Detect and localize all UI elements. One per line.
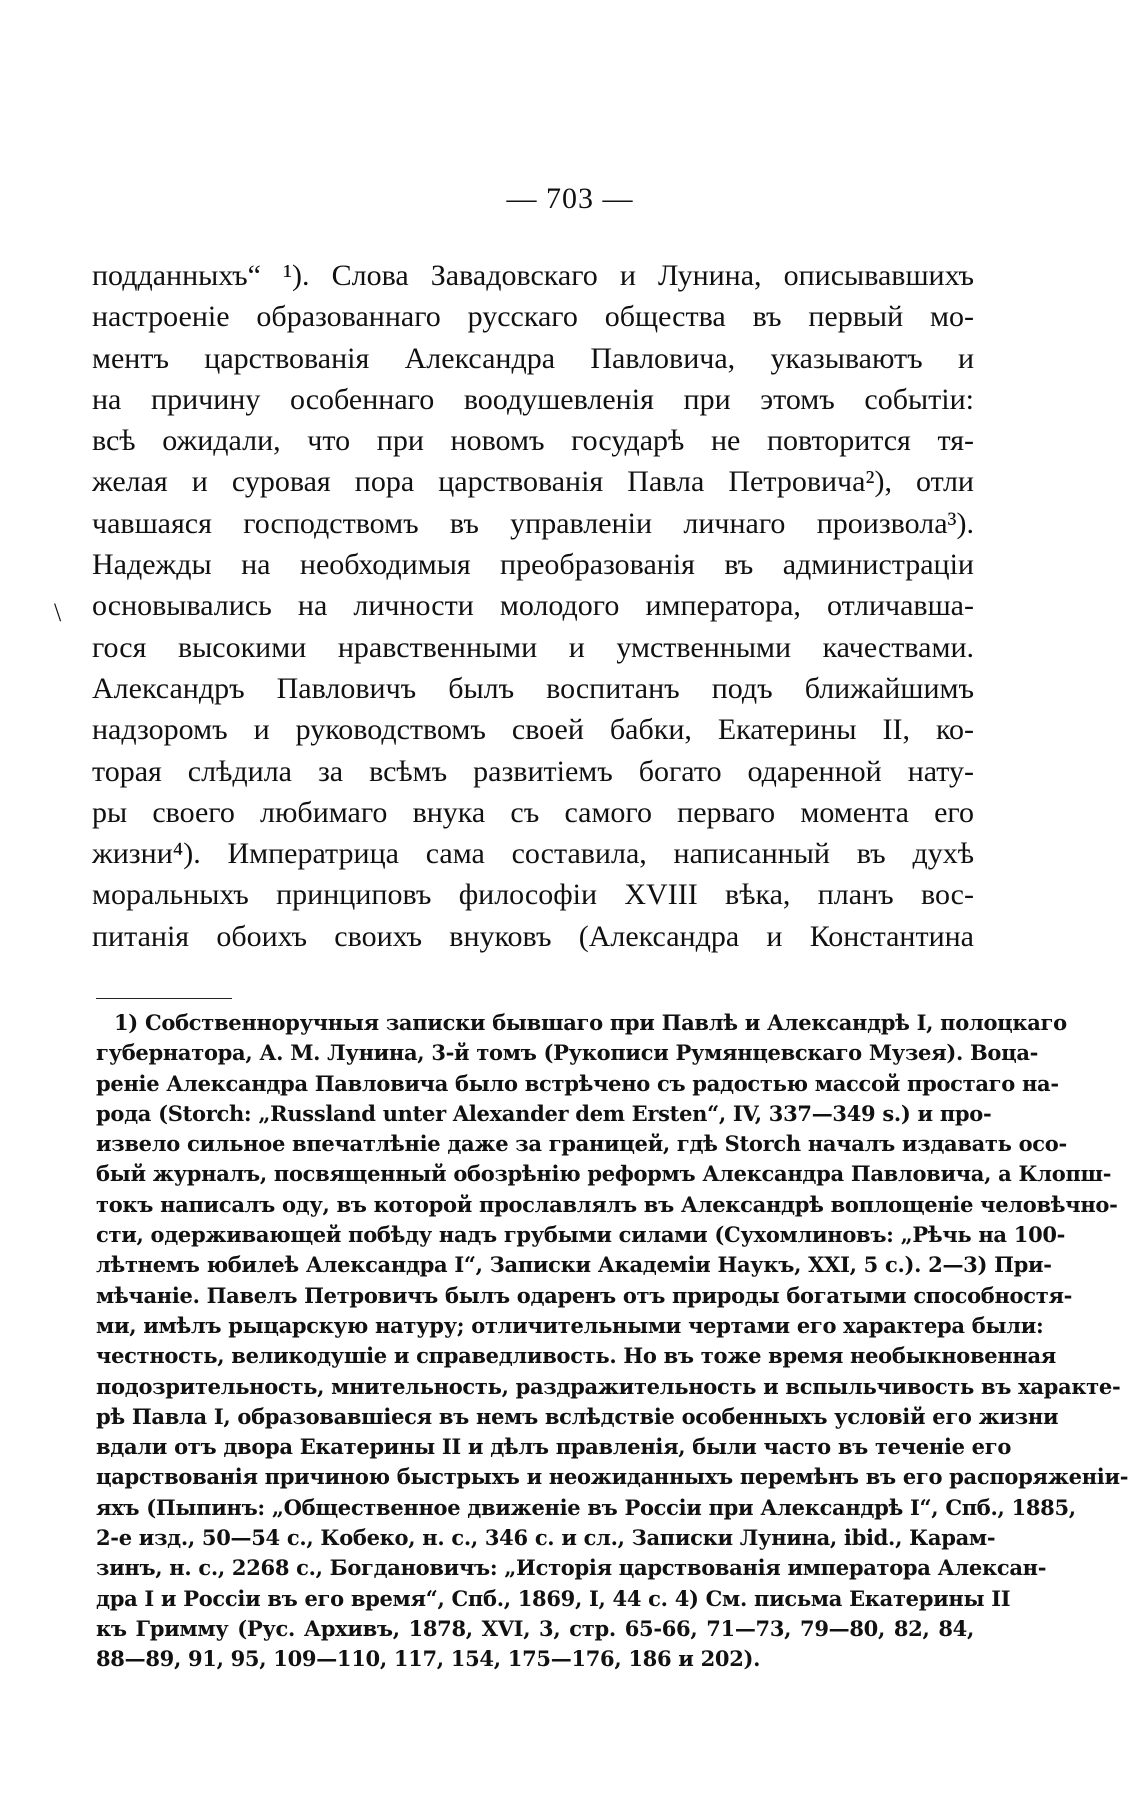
text-line: питанія обоихъ своихъ внуковъ (Александра и Константина [92, 919, 974, 953]
footnote-line: 88—89, 91, 95, 109—110, 117, 154, 175—176, 186 и 202). [96, 1646, 761, 1672]
main-text [92, 255, 974, 957]
text-line: желая и суровая пора царствованія Павла Петровича²), отли [92, 465, 974, 499]
text-line: Надежды на необходимыя преобразованія въ администраціи [92, 548, 974, 582]
text-line: на причину особеннаго воодушевленія при этомъ событіи: [92, 382, 974, 416]
footnote-line: 2-е изд., 50—54 с., Кобеко, н. с., 346 с. и сл., Записки Лунина, ibid., Карам- [96, 1525, 996, 1551]
footnote-line: лѣтнемъ юбилеѣ Александра I“, Записки Академіи Наукъ, XXI, 5 с.). 2—3) При- [96, 1252, 1052, 1278]
footnote-line: рода (Storch: „Russland unter Alexander dem Ersten“, IV, 337—349 s.) и про- [96, 1100, 992, 1126]
footnote-line: яхъ (Пыпинъ: „Общественное движеніе въ Россіи при Александрѣ I“, Спб., 1885, [96, 1494, 1076, 1520]
footnote-line: вдали отъ двора Екатерины II и дѣлъ правленія, были часто въ теченіе его [96, 1434, 1012, 1460]
footnote-line: рѣ Павла I, образовавшіеся въ немъ вслѣдствіе особенныхъ условій его жизни [96, 1403, 1059, 1429]
footnote-line: ми, имѣлъ рыцарскую натуру; отличительными чертами его характера были: [96, 1312, 1044, 1338]
text-line: жизни⁴). Императрица сама составила, написанный въ духѣ [92, 837, 974, 871]
footnote-line: бый журналъ, посвященный обозрѣнію реформъ Александра Павловича, а Клопш- [96, 1161, 1112, 1187]
footnote-line: реніе Александра Павловича было встрѣчено съ радостью массой простаго на- [96, 1070, 1059, 1096]
footnote-line: токъ написалъ оду, въ которой прославлялъ въ Александрѣ воплощеніе человѣчно- [96, 1191, 1118, 1217]
text-line: Александръ Павловичъ былъ воспитанъ подъ ближайшимъ [92, 671, 974, 705]
text-line: всѣ ожидали, что при новомъ государѣ не повторится тя- [92, 424, 974, 458]
text-line: настроеніе образованнаго русскаго общества въ первый мо- [92, 300, 974, 334]
text-line: ментъ царствованія Александра Павловича, указываютъ и [92, 341, 974, 375]
footnote-divider [96, 998, 232, 999]
footnote-line: царствованія причиною быстрыхъ и неожиданныхъ перемѣнъ въ его распоряженіи- [96, 1464, 1129, 1490]
footnote-line: дра I и Россіи въ его время“, Спб., 1869, I, 44 с. 4) См. письма Екатерины II [96, 1585, 1011, 1611]
footnote-line: къ Гримму (Рус. Архивъ, 1878, XVI, 3, стр. 65-66, 71—73, 79—80, 82, 84, [96, 1615, 974, 1641]
footnote-line: губернатора, А. М. Лунина, 3-й томъ (Рукописи Румянцевскаго Музея). Воца- [96, 1040, 1039, 1066]
footnote-line: мѣчаніе. Павелъ Петровичъ былъ одаренъ отъ природы богатыми способностя- [96, 1282, 1073, 1308]
margin-mark: \ [54, 598, 62, 627]
text-line: основывались на личности молодого императора, отличавша- [92, 589, 974, 623]
text-line: торая слѣдила за всѣмъ развитіемъ богато одаренной нату- [92, 754, 974, 788]
footnotes [96, 1008, 1129, 1675]
footnote-line: подозрительность, мнительность, раздражительность и вспыльчивость въ характе- [96, 1373, 1121, 1399]
footnote-line: зинъ, н. с., 2268 с., Богдановичъ: „Исторія царствованія императора Алексан- [96, 1555, 1047, 1581]
text-line: гося высокими нравственными и умственными качествами. [92, 630, 974, 664]
text-line: моральныхъ принциповъ философіи XVIII вѣка, планъ вос- [92, 878, 974, 912]
footnote-line: извело сильное впечатлѣніе даже за границей, гдѣ Storch началъ издавать осо- [96, 1131, 1067, 1157]
footnote-line: честность, великодушіе и справедливость. Но въ тоже время необыкновенная [96, 1343, 1057, 1369]
page-number: — 703 — [506, 182, 634, 215]
text-line: подданныхъ“ ¹). Слова Завадовскаго и Лунина, описывавшихъ [92, 259, 974, 292]
footnote-line: 1) Собственноручныя записки бывшаго при Павлѣ и Александрѣ I, полоцкаго [114, 1010, 1067, 1035]
footnote-line: сти, одерживающей побѣду надъ грубыми силами (Сухомлиновъ: „Рѣчь на 100- [96, 1222, 1066, 1248]
text-line: чавшаяся господствомъ въ управленіи личнаго произвола³). [92, 506, 974, 540]
text-line: надзоромъ и руководствомъ своей бабки, Екатерины II, ко- [92, 713, 974, 747]
text-line: ры своего любимаго внука съ самого перваго момента его [92, 795, 974, 829]
